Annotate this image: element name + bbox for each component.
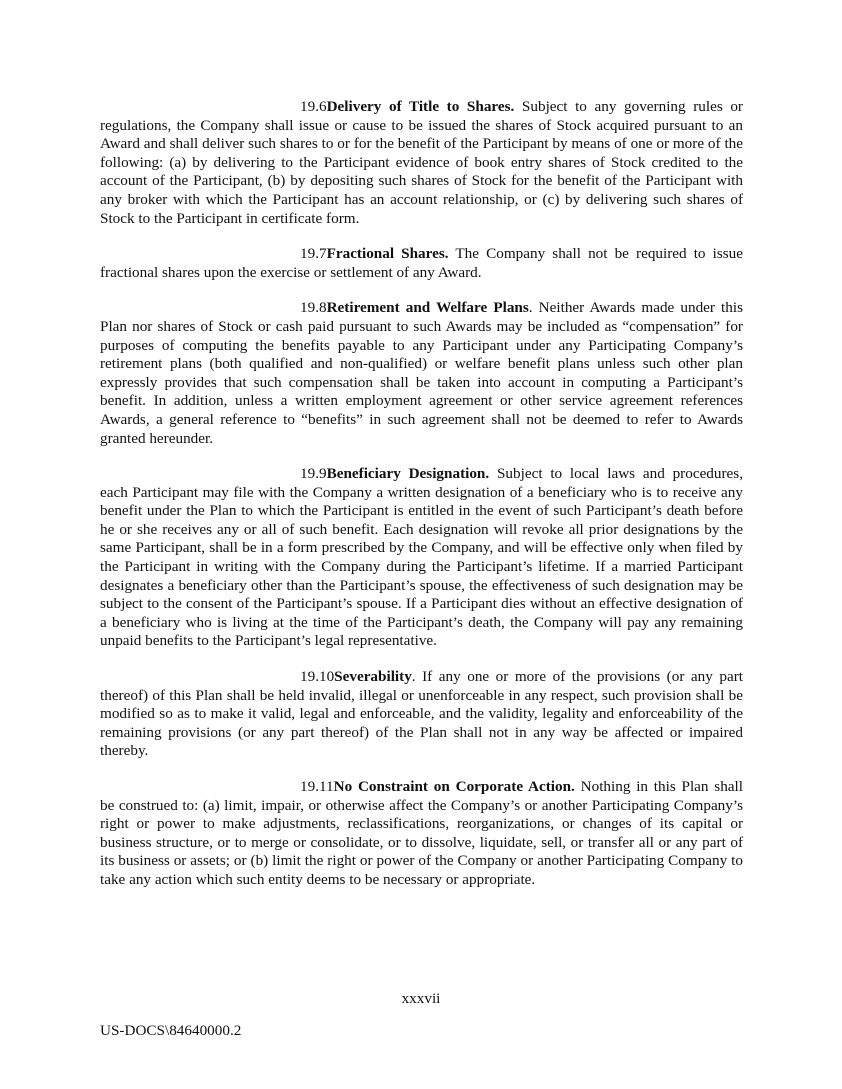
section-heading: No Constraint on Corporate Action.	[333, 778, 575, 795]
section-19-7	[100, 245, 743, 282]
section-number: 19.6	[300, 98, 327, 115]
section-number: 19.9	[300, 465, 327, 483]
section-19-9	[100, 465, 743, 651]
section-19-8	[100, 299, 743, 448]
section-19-6	[100, 98, 743, 228]
section-heading: Retirement and Welfare Plans	[326, 299, 529, 317]
section-body: . If any one or more of the provisions (or any part thereof) of this Plan shall be held invalid, illegal or unenforceable in any respect, such provision shall be modified so as to make it valid, legal and enforceable, and the validity, legality and enforceability of the remaining provisions (or any part thereof) of the Plan shall not in any way be affected or impaired thereby.	[100, 668, 743, 760]
section-body: Subject to any governing rules or regulations, the Company shall issue or cause to be issued the shares of Stock acquired pursuant to an Award and shall deliver such shares to or for the benefit of the Participant by means of one or more of the following: (a) by delivering to the Participant evidence of book entry shares of Stock credited to the account of the Participant, (b) by depositing such shares of Stock for the benefit of the Participant with any broker with which the Participant has an account relationship, or (c) by delivering such shares of Stock to the Participant in certificate form.	[100, 98, 743, 227]
section-number: 19.8	[300, 299, 327, 317]
section-19-11	[100, 778, 743, 890]
section-19-10	[100, 668, 743, 761]
section-body: Subject to local laws and procedures, each Participant may file with the Company a written designation of a beneficiary who is to receive any benefit under the Plan to which the Participant is entitled in the event of such Participant’s death before he or she receives any or all of such benefit. Each designation will revoke all prior designations by the same Participant, shall be in a form prescribed by the Company, and will be effective only when filed by the Participant in writing with the Company during the Participant’s lifetime. If a married Participant designates a beneficiary other than the Participant’s spouse, the effectiveness of such designation may be subject to the consent of the Participant’s spouse. If a Participant dies without an effective designation of a beneficiary who is living at the time of the Participant’s death, the Company will pay any remaining unpaid benefits to the Participant’s legal representative.	[100, 465, 743, 650]
document-body	[100, 98, 743, 907]
section-number: 19.11	[300, 778, 334, 795]
section-heading: Fractional Shares.	[326, 245, 449, 263]
section-body: Nothing in this Plan shall be construed to: (a) limit, impair, or otherwise affect the Company’s or another Participating Company’s right or power to make adjustments, reclassifications, reorganizations, or changes of its capital or business structure, or to merge or consolidate, or to dissolve, liquidate, sell, or transfer all or any part of its business or assets; or (b) limit the right or power of the Company or another Participating Company to take any action which such entity deems to be necessary or appropriate.	[100, 778, 743, 888]
section-heading: Delivery of Title to Shares.	[326, 98, 515, 115]
document-id: US-DOCS\84640000.2	[100, 1022, 242, 1039]
section-body: . Neither Awards made under this Plan nor shares of Stock or cash paid pursuant to such Awards may be included as “compensation” for purposes of computing the benefits payable to any Participant under any Participating Company’s retirement plans (both qualified and non-qualified) or welfare benefit plans unless such other plan expressly provides that such compensation shall be taken into account in computing a Participant’s benefit. In addition, unless a written employment agreement or other service agreement references Awards, a general reference to “benefits” in such agreement shall not be deemed to refer to Awards granted hereunder.	[100, 299, 743, 447]
section-number: 19.10	[300, 668, 335, 686]
page-number: xxxvii	[401, 990, 441, 1007]
section-heading: Beneficiary Designation.	[326, 465, 490, 483]
section-number: 19.7	[300, 245, 327, 263]
section-body: The Company shall not be required to issue fractional shares upon the exercise or settlement of any Award.	[100, 245, 744, 281]
section-heading: Severability	[334, 668, 412, 686]
